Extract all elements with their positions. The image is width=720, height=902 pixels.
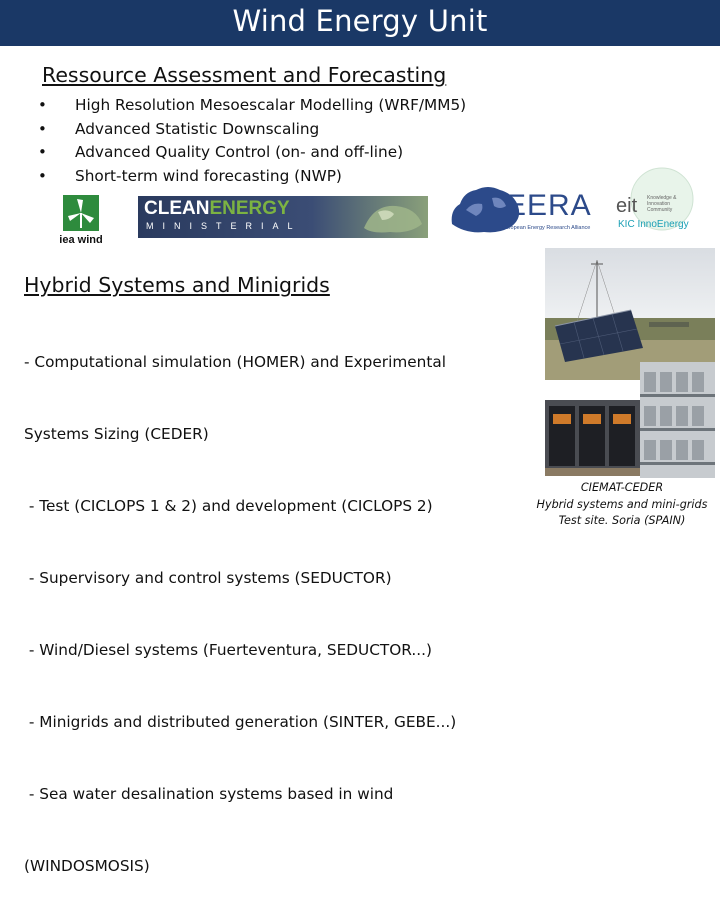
text-line: - Test (CICLOPS 1 & 2) and development (CICLOPS 2) [24, 497, 433, 515]
title-bar [0, 0, 720, 46]
globe-map-icon [360, 198, 426, 236]
iea-wind-text: iea wind [59, 234, 103, 246]
eit-tagline: Knowledge & Innovation Community [647, 195, 677, 213]
bullet-icon: • [38, 143, 47, 161]
text-line: (WINDOSMOSIS) [24, 857, 150, 875]
section-heading-hybrid-systems: Hybrid Systems and Minigrids [24, 273, 330, 297]
bullet-icon: • [38, 96, 47, 114]
bullet-icon: • [38, 119, 47, 138]
eera-text: EERA [506, 189, 592, 222]
text-line: - Supervisory and control systems (SEDUCTOR) [24, 569, 392, 587]
clean-energy-ministerial-logo [138, 196, 428, 238]
ministerial-text: MINISTERIAL [146, 221, 302, 231]
list-item: • Advanced Quality Control (on- and off-line) [38, 141, 466, 165]
hybrid-systems-text [24, 302, 456, 902]
bullet-icon: • [38, 166, 47, 185]
eera-subtitle: European Energy Research Alliance [502, 225, 591, 231]
text-line: Systems Sizing (CEDER) [24, 425, 209, 443]
battery-rack-photo [640, 362, 715, 478]
photo-caption: CIEMAT-CEDER Hybrid systems and mini-grids Test site. Soria (SPAIN) [536, 481, 708, 527]
clean-text: CLEAN [144, 198, 210, 219]
iea-wind-logo [47, 193, 115, 251]
text-line: - Computational simulation (HOMER) and Experimental [24, 353, 446, 371]
list-item: • High Resolution Mesoescalar Modelling (WRF/MM5) [38, 94, 466, 118]
eit-kic-innoenergy-logo [610, 165, 700, 237]
battery-photo [545, 400, 641, 476]
section-heading-resource-assessment: Ressource Assessment and Forecasting [42, 63, 447, 87]
resource-bullet-list [38, 94, 466, 188]
solar-panel-photo [545, 248, 715, 380]
eera-logo [444, 180, 592, 240]
list-item: • Advanced Statistic Downscaling [38, 118, 466, 142]
eit-text: eit [616, 195, 638, 217]
kic-innoenergy-text: KIC InnoEnergy [618, 219, 689, 230]
text-line: - Sea water desalination systems based in wind [24, 785, 394, 803]
energy-text: ENERGY [209, 198, 290, 219]
text-line: - Wind/Diesel systems (Fuerteventura, SEDUCTOR...) [24, 641, 432, 659]
page-title: Wind Energy Unit [232, 4, 488, 38]
text-line: - Minigrids and distributed generation (SINTER, GEBE...) [24, 713, 457, 731]
list-item: • Short-term wind forecasting (NWP) [38, 165, 466, 189]
